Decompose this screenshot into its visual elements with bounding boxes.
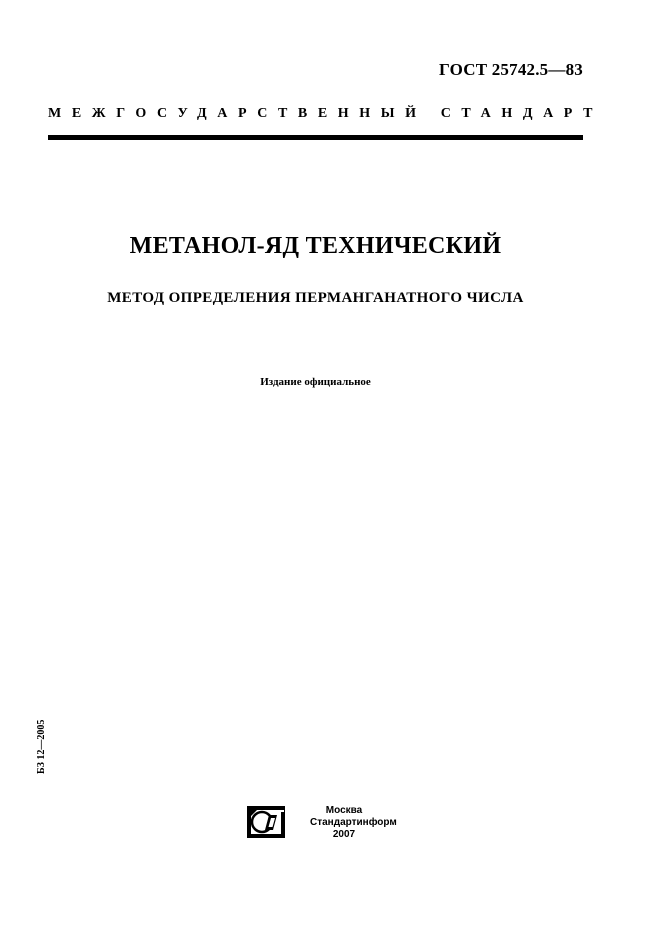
standard-type-heading: МЕЖГОСУДАРСТВЕННЫЙ СТАНДАРТ <box>48 106 604 121</box>
publisher-name: Стандартинформ <box>310 817 397 828</box>
edition-label: Издание официальное <box>260 376 371 388</box>
publisher-block <box>310 805 397 841</box>
document-subtitle: МЕТОД ОПРЕДЕЛЕНИЯ ПЕРМАНГАНАТНОГО ЧИСЛА <box>107 290 524 306</box>
header-rule <box>48 135 583 140</box>
side-code: БЗ 12—2005 <box>36 719 47 774</box>
publisher-year: 2007 <box>332 829 356 840</box>
standartinform-logo <box>247 806 285 838</box>
document-number: ГОСТ 25742.5—83 <box>439 60 583 79</box>
document-title: МЕТАНОЛ-ЯД ТЕХНИЧЕСКИЙ <box>129 233 502 259</box>
publisher-city: Москва <box>325 805 363 816</box>
